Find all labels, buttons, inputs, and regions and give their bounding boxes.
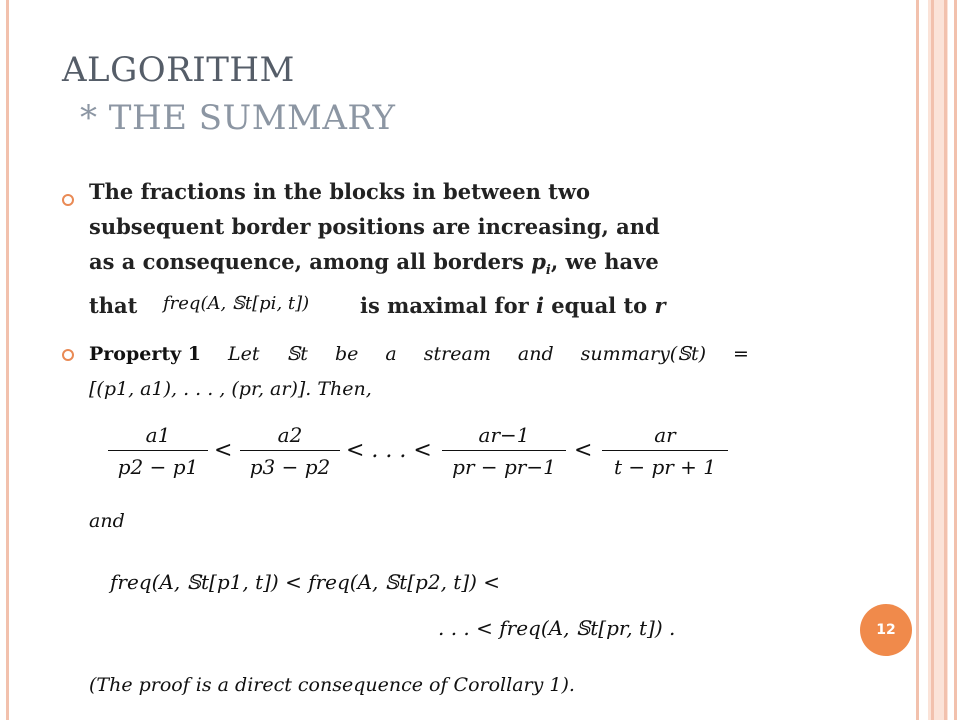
line4-mid-text: is maximal for (360, 293, 536, 318)
bullet-line-2: subsequent border positions are increasing, and (89, 214, 660, 239)
bullet-line-4-rest (360, 293, 666, 318)
fraction-4-num: ar (602, 420, 728, 451)
fraction-4 (602, 420, 728, 483)
left-border-line (6, 0, 9, 720)
bullet-line-3-pre: as a consequence, among all borders (89, 249, 532, 274)
fraction-4-den: t − pr + 1 (613, 455, 717, 479)
var-r: r (654, 293, 666, 318)
and-word: and (89, 510, 125, 532)
bullet-line-3 (89, 244, 809, 288)
var-i: i (535, 293, 544, 318)
freq-inequality-line-1: freq(A, 𝕊t[p1, t]) < freq(A, 𝕊t[p2, t]) < (110, 570, 501, 594)
prop-word: = (733, 343, 749, 365)
slide-subtitle: * THE SUMMARY (80, 98, 396, 138)
fraction-2-den: p3 − p2 (249, 455, 331, 479)
fraction-3-den: pr − pr−1 (452, 455, 556, 479)
fraction-1-num: a1 (108, 420, 208, 451)
relation-1: < (214, 438, 233, 463)
bullet-line-3-post: , we have (550, 249, 659, 274)
fraction-1 (108, 420, 208, 483)
prop-word: and (517, 343, 554, 365)
prop-word: Let (228, 343, 260, 365)
property-line-2: [(p1, a1), . . . , (pr, ar)]. Then, (89, 378, 372, 400)
bullet-line-1: The fractions in the blocks in between two (89, 179, 590, 204)
relation-2: < . . . < (346, 438, 432, 463)
relation-3: < (574, 438, 593, 463)
fraction-1-den: p2 − p1 (117, 455, 199, 479)
fraction-3 (442, 420, 566, 483)
prop-word: 𝕊t (286, 343, 308, 365)
fraction-2-num: a2 (240, 420, 340, 451)
fraction-2 (240, 420, 340, 483)
fraction-inequality (108, 420, 728, 490)
property-label: Property 1 (89, 343, 202, 365)
line4-mid2-text: equal to (543, 293, 655, 318)
var-p: p (531, 249, 546, 274)
prop-word: a (385, 343, 397, 365)
fraction-3-num: ar−1 (442, 420, 566, 451)
var-i-sub: i (545, 263, 551, 279)
slide-title: ALGORITHM (62, 50, 295, 90)
bullet-line-4-pre: that (89, 293, 138, 319)
prop-word: stream (423, 343, 491, 365)
right-border-line-4 (954, 0, 957, 720)
prop-word: be (334, 343, 359, 365)
right-border-line-1 (916, 0, 919, 720)
proof-note: (The proof is a direct consequence of Corollary 1). (89, 674, 575, 696)
bullet-circle-icon (62, 194, 74, 206)
property-line-1 (89, 343, 749, 365)
prop-word: summary(𝕊t) (580, 343, 706, 365)
page-number-badge: 12 (860, 604, 912, 656)
bullet-circle-icon (62, 349, 74, 361)
right-border-line-2 (931, 0, 934, 720)
inline-freq-formula: freq(A, 𝕊t[pi, t]) (163, 293, 310, 314)
freq-inequality-line-2: . . . < freq(A, 𝕊t[pr, t]) . (438, 616, 676, 640)
right-border-line-3 (944, 0, 947, 720)
